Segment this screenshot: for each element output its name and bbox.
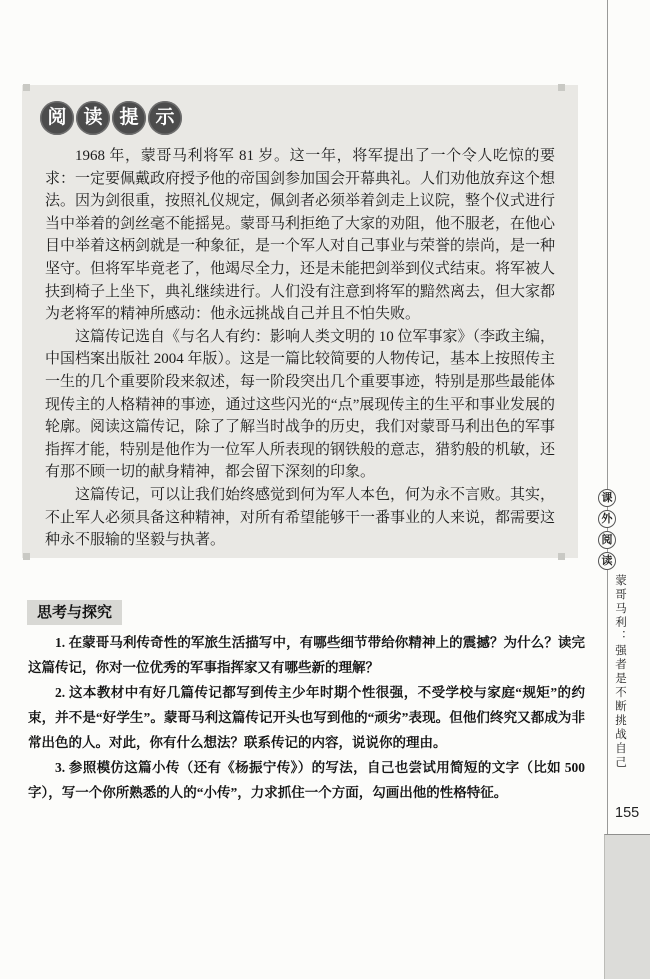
corner-mark [23,84,30,91]
question-item [28,680,585,755]
section-char-badge: 外 [598,510,616,528]
title-char-badge: 阅 [40,101,74,135]
question-item [28,755,585,805]
title-char-badge: 提 [112,101,146,135]
exploration-questions [28,630,585,805]
sidebar-section-label [598,489,616,570]
reading-tip-section [22,85,578,558]
reading-tip-paragraph: 1968 年，蒙哥马利将军 81 岁。这一年，将军提出了一个令人吃惊的要求：一定要佩戴政府授予他的帝国剑参加国会开幕典礼。人们劝他放弃这个想法。因为剑很重，按照礼仪规定，佩剑者必须举着剑走上议院，整个仪式进行当中举着的剑丝毫不能摇晃。蒙哥马利拒绝了大家的劝阻，他不服老，在他心目中举着这柄剑就是一种象征，是一个军人对自己事业与荣誉的崇尚，是一种坚守。但将军毕竟老了，他竭尽全力，还是未能把剑举到仪式结束。将军被人扶到椅子上坐下，典礼继续进行。人们没有注意到将军的黯然离去，但大家都为老将军的精神所感动：他永远挑战自己并且不怕失败。 [45,148,556,323]
question-number: 3. [55,760,69,775]
question-number: 2. [55,685,69,700]
question-text: 这本教材中有好几篇传记都写到传主少年时期个性很强，不受学校与家庭“规矩”的约束，并不是“好学生”。蒙哥马利这篇传记开头也写到他的“顽劣”表现。但他们终究又都成为非常出色的人。对此，你有什么想法？联系传记的内容，说说你的理由。 [28,685,586,750]
question-text: 参照模仿这篇小传（还有《杨振宁传》）的写法，自己也尝试用简短的文字（比如 500 字），写一个你所熟悉的人的“小传”，力求抓住一个方面，勾画出他的性格特征。 [28,760,585,800]
question-text: 在蒙哥马利传奇性的军旅生活描写中，有哪些细节带给你精神上的震撼？为什么？读完这篇传记，你对一位优秀的军事指挥家又有哪些新的理解？ [28,635,586,675]
reading-tip-title [40,101,182,135]
question-item [28,630,585,680]
reading-tip-paragraph: 这篇传记选自《与名人有约：影响人类文明的 10 位军事家》（李政主编，中国档案出版社 2004 年版）。这是一篇比较简要的人物传记，基本上按照传主一生的几个重要阶段来叙述，每一阶段突出几个重要事迹，特别是那些最能体现传主的人格精神的事迹，通过这些闪光的“点”展现传主的生平和事业发展的轮廓。阅读这篇传记，除了了解当时战争的历史，我们对蒙哥马利出色的军事指挥才能，特别是他作为一位军人所表现的钢铁般的意志，猎豹般的机敏，还有那不顾一切的献身精神，都会留下深刻的印象。 [45,328,556,481]
exploration-heading: 思考与探究 [27,600,122,625]
section-char-badge: 课 [598,489,616,507]
reading-tip-paragraph: 这篇传记，可以让我们始终感觉到何为军人本色，何为永不言败。其实，不止军人必须具备这种精神，对所有希望能够干一番事业的人来说，都需要这种永不服输的坚毅与执著。 [45,486,556,549]
sidebar-rule-line [607,0,608,835]
title-char-badge: 读 [76,101,110,135]
corner-mark [23,553,30,560]
corner-mark [558,553,565,560]
page-edge-tab [604,834,650,979]
section-char-badge: 阅 [598,531,616,549]
question-number: 1. [55,635,69,650]
title-char-badge: 示 [148,101,182,135]
reading-tip-body [45,145,555,552]
section-char-badge: 读 [598,552,616,570]
page-number: 155 [615,805,640,821]
corner-mark [558,84,565,91]
sidebar-book-title: 蒙哥马利：强者是不断挑战自己 [614,574,626,770]
